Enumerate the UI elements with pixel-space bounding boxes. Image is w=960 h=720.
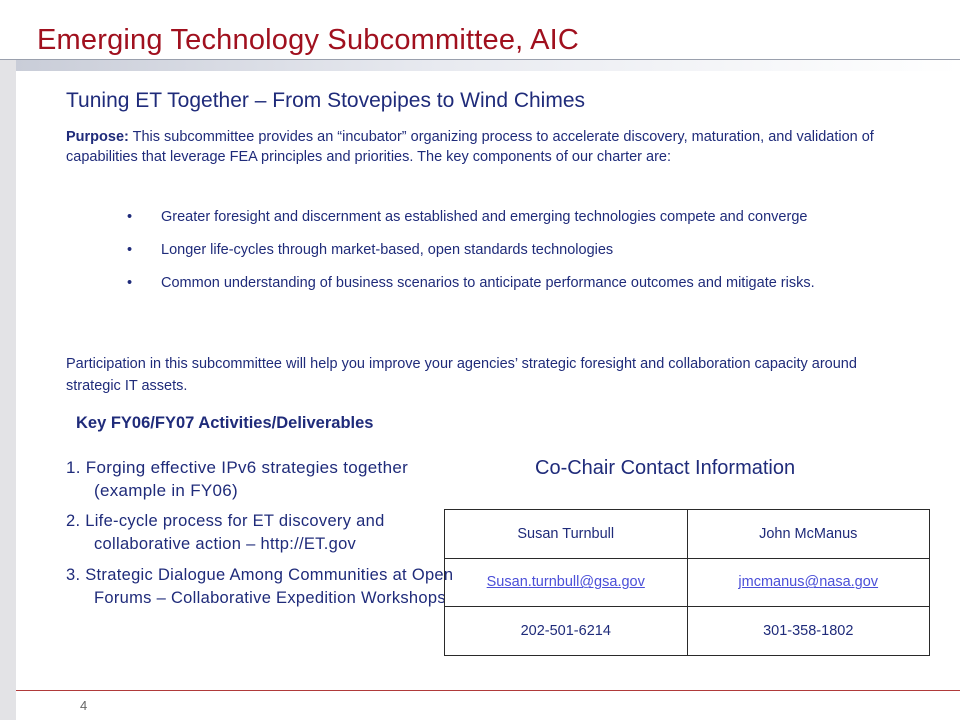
purpose-text: This subcommittee provides an “incubator” organizing process to accelerate discovery, maturation, and validation of capabilities that leverage FEA principles and priorities. The key components of our charter are: xyxy=(66,129,874,165)
slide-subtitle: Tuning ET Together – From Stovepipes to Wind Chimes xyxy=(66,89,586,112)
charter-bullet-text: Greater foresight and discernment as established and emerging technologies compete and converge xyxy=(161,209,808,225)
contact-email-row xyxy=(445,558,930,607)
charter-bullet-text: Longer life-cycles through market-based, open standards technologies xyxy=(161,242,614,258)
activity-item: 2. Life-cycle process for ET discovery and collaborative action – http://ET.gov xyxy=(66,512,385,553)
charter-bullet xyxy=(66,273,896,294)
charter-bullet-list xyxy=(66,207,896,306)
participation-paragraph: Participation in this subcommittee will help you improve your agencies’ strategic foresight and collaboration capacity around strategic IT assets. xyxy=(66,356,857,394)
contact-phone-cell: 301-358-1802 xyxy=(687,607,930,656)
email-link[interactable]: Susan.turnbull@gsa.gov xyxy=(486,574,645,591)
contact-name-cell: Susan Turnbull xyxy=(445,510,688,559)
activities-heading: Key FY06/FY07 Activities/Deliverables xyxy=(76,414,374,432)
purpose-paragraph xyxy=(66,127,886,167)
charter-bullet-text: Common understanding of business scenarios to anticipate performance outcomes and mitigate risks. xyxy=(161,275,815,291)
header-gradient-band xyxy=(16,59,960,71)
activity-item: 3. Strategic Dialogue Among Communities at Open Forums – Collaborative Expedition Workshops xyxy=(66,566,454,607)
contact-email-cell xyxy=(687,558,930,607)
contact-phone-cell: 202-501-6214 xyxy=(445,607,688,656)
header-rule xyxy=(0,59,960,60)
page-number: 4 xyxy=(80,698,88,713)
bullet-icon: • xyxy=(127,209,133,225)
contact-email-cell xyxy=(445,558,688,607)
contact-phone-row xyxy=(445,607,930,656)
contact-name-row xyxy=(445,510,930,559)
purpose-label: Purpose: xyxy=(66,129,129,145)
activities-list xyxy=(66,456,456,618)
footer-rule xyxy=(16,690,960,691)
cochair-heading: Co-Chair Contact Information xyxy=(535,457,796,479)
activity-item: 1. Forging effective IPv6 strategies together (example in FY06) xyxy=(66,458,409,500)
email-link[interactable]: jmcmanus@nasa.gov xyxy=(738,574,879,591)
contact-table xyxy=(444,509,930,656)
contact-name-cell: John McManus xyxy=(687,510,930,559)
charter-bullet xyxy=(66,240,896,261)
left-decorative-bar xyxy=(0,59,16,720)
slide-title: Emerging Technology Subcommittee, AIC xyxy=(37,24,580,56)
bullet-icon: • xyxy=(127,275,133,291)
bullet-icon: • xyxy=(127,242,133,258)
charter-bullet xyxy=(66,207,896,228)
